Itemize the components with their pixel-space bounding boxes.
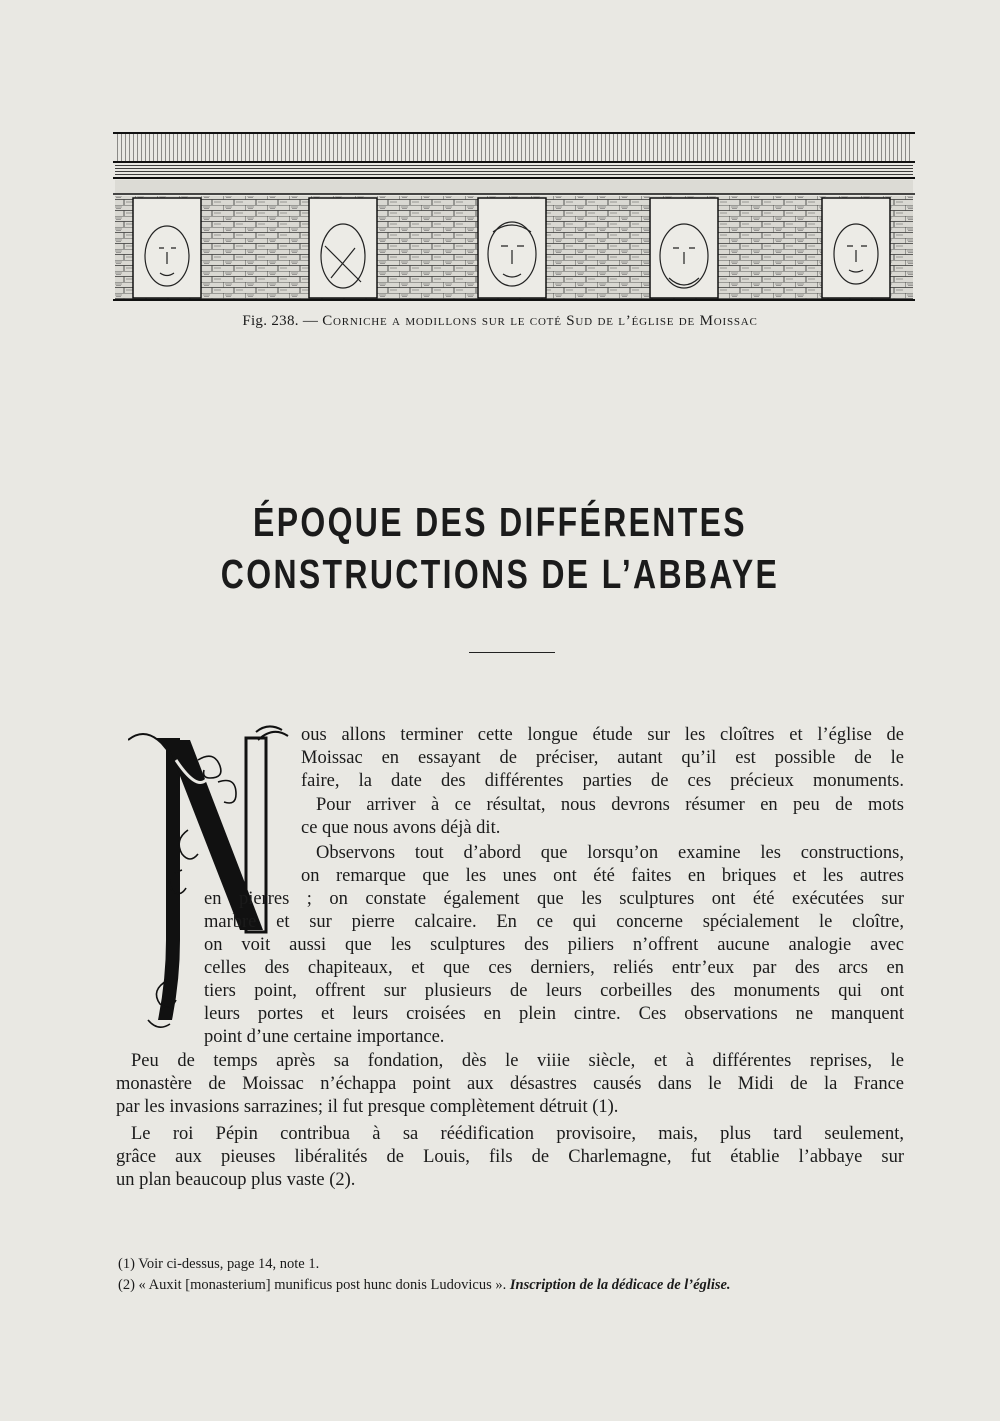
body-line: Observons tout d’abord que lorsqu’on examine les constructions,	[316, 843, 904, 863]
body-line: Pour arriver à ce résultat, nous devrons résumer en peu de mots	[316, 795, 904, 815]
footnote-2-source: Inscription de la dédicace de l’église.	[509, 1277, 731, 1293]
figure-caption: Fig. 238. — Corniche a modillons sur le coté Sud de l’église de Moissac	[242, 313, 758, 329]
footnote-2	[118, 1277, 731, 1294]
body-line: Moissac en essayant de préciser, autant qu’il est possible de le	[301, 748, 904, 768]
body-line: faire, la date des différentes parties de ces précieux monuments.	[301, 771, 904, 791]
figure-number: 238	[271, 313, 295, 329]
chapter-title-line2: CONSTRUCTIONS DE L’ABBAYE	[220, 551, 780, 597]
body-line: Le roi Pépin contribua à sa réédification provisoire, mais, plus tard seulement,	[131, 1124, 904, 1144]
footnote-2-text: (2) « Auxit [monasterium] munificus post hunc donis Ludovicus ».	[118, 1277, 507, 1293]
body-line: tiers point, offrent sur plusieurs de leurs corbeilles des monuments qui ont	[204, 981, 904, 1001]
body-line: ce que nous avons déjà dit.	[301, 818, 501, 838]
body-line: ous allons terminer cette longue étude sur les cloîtres et l’église de	[301, 725, 904, 745]
body-line: marbre et sur pierre calcaire. En ce qui concerne spécialement le cloître,	[204, 912, 904, 932]
title-divider	[469, 652, 555, 653]
cornice-engraving	[113, 128, 915, 302]
footnote-1: (1) Voir ci-dessus, page 14, note 1.	[118, 1256, 320, 1272]
chapter-title-line1: ÉPOQUE DES DIFFÉRENTES	[253, 499, 747, 545]
body-line: grâce aux pieuses libéralités de Louis, fils de Charlemagne, fut établie l’abbaye sur	[116, 1147, 904, 1167]
dropcap-letter: N	[128, 720, 129, 721]
body-line: Peu de temps après sa fondation, dès le viiie siècle, et à différentes reprises, le	[131, 1051, 904, 1071]
body-line: on voit aussi que les sculptures des piliers n’offrent aucune analogie avec	[204, 935, 904, 955]
body-line: point d’une certaine importance.	[204, 1027, 445, 1047]
body-line: monastère de Moissac n’échappa point aux désastres causés dans le Midi de la France	[116, 1074, 904, 1094]
figure-caption-title: Corniche a modillons sur le coté Sud de l’église de Moissac	[322, 313, 758, 329]
chapter-title	[110, 496, 890, 600]
body-line: on remarque que les unes ont été faites en briques et les autres	[301, 866, 904, 886]
figure-label: Fig.	[242, 313, 268, 329]
body-line: celles des chapiteaux, et que ces derniers, reliés entr’eux par des arcs en	[204, 958, 904, 978]
body-line: un plan beaucoup plus vaste (2).	[116, 1170, 356, 1190]
body-line: par les invasions sarrazines; il fut presque complètement détruit (1).	[116, 1097, 619, 1117]
body-line: en pierres ; on constate également que les sculptures ont été exécutées sur	[204, 889, 904, 909]
body-line: leurs portes et leurs croisées en plein cintre. Ces observations ne manquent	[204, 1004, 904, 1024]
